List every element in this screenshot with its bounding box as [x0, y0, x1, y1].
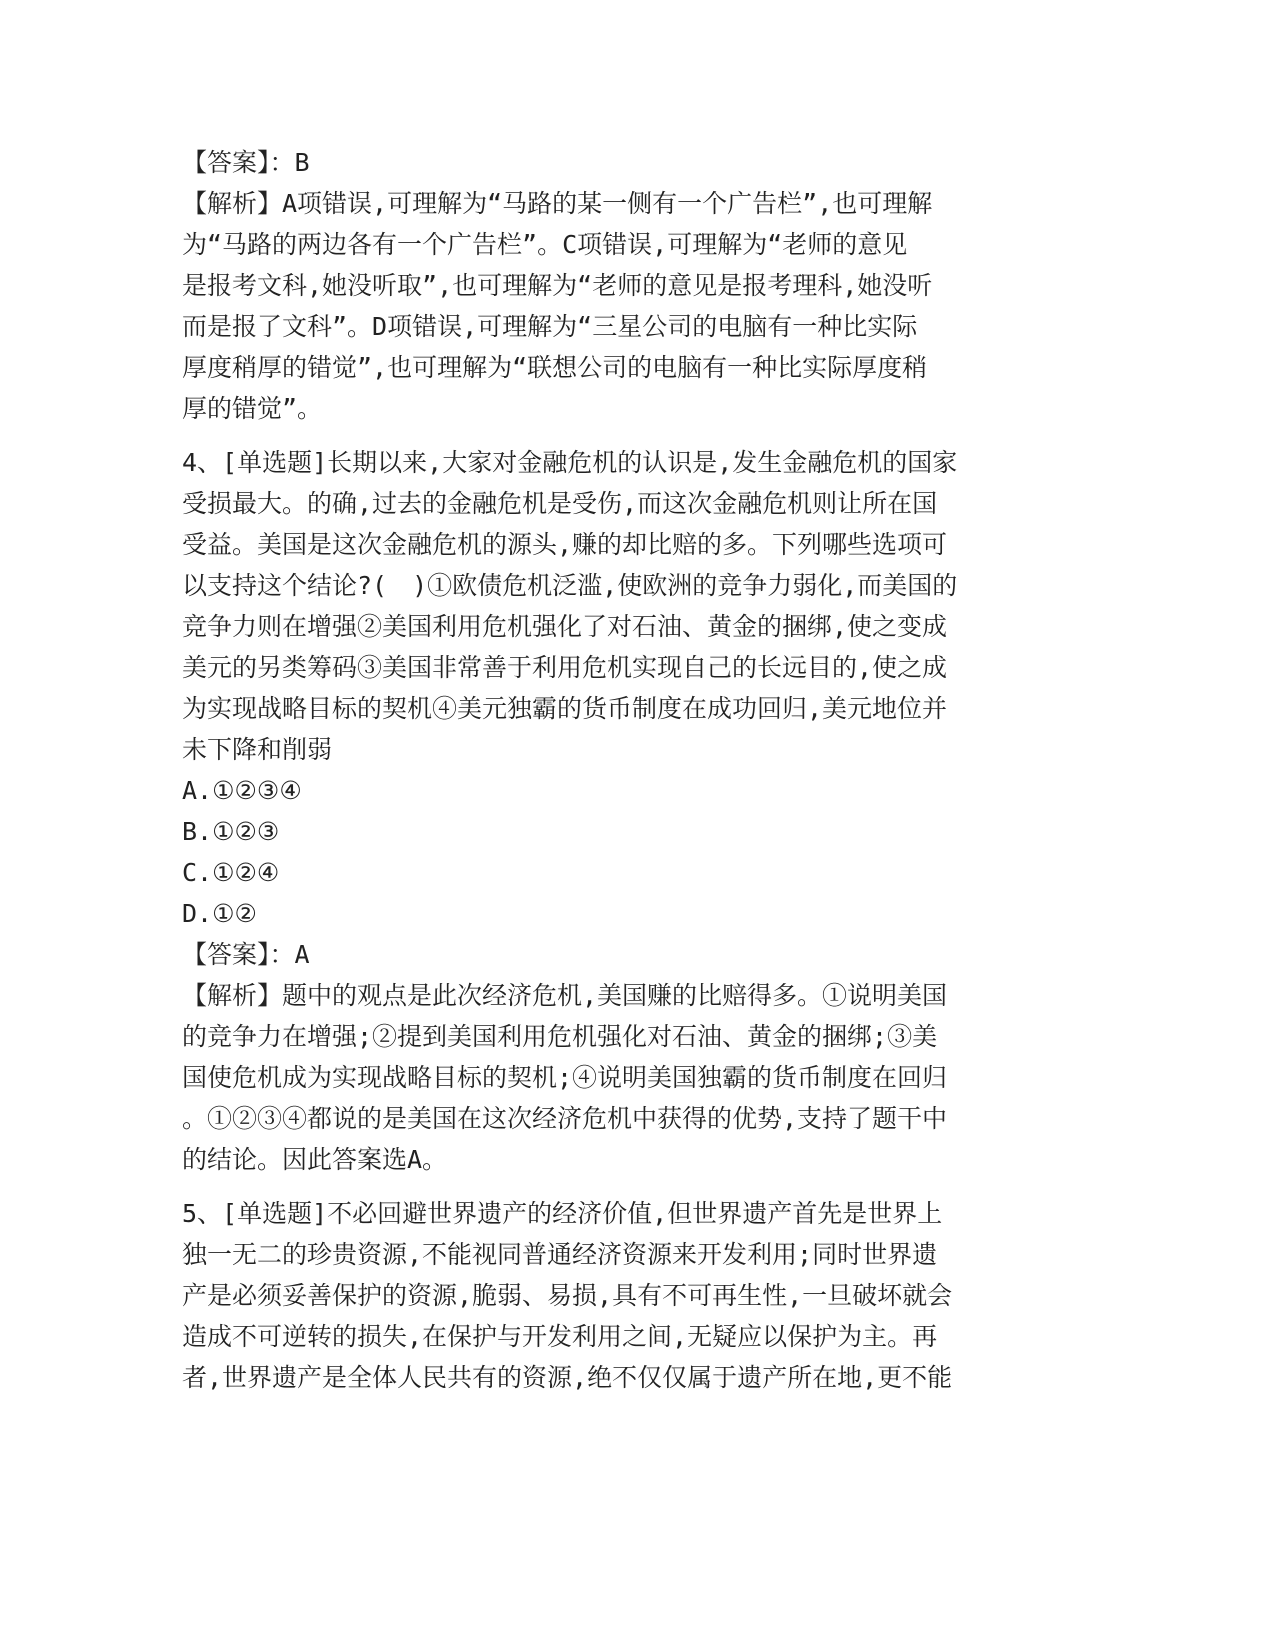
q4-option-d: D.①②	[182, 899, 257, 928]
q3-analysis-line: 为“马路的两边各有一个广告栏”。C项错误,可理解为“老师的意见	[182, 230, 908, 259]
q4-analysis-line: 的竞争力在增强;②提到美国利用危机强化对石油、黄金的捆绑;③美	[182, 1022, 938, 1051]
q3-analysis-line: 厚度稍厚的错觉”,也可理解为“联想公司的电脑有一种比实际厚度稍	[182, 353, 928, 382]
q3-analysis-line: 厚的错觉”。	[182, 394, 323, 423]
q3-answer: 【答案】：B	[182, 148, 310, 177]
q4-stem-line: 美元的另类筹码③美国非常善于利用危机实现自己的长远目的,使之成	[182, 653, 948, 682]
q4-analysis-line: 。①②③④都说的是美国在这次经济危机中获得的优势,支持了题干中	[182, 1104, 948, 1133]
q5-stem-line: 者,世界遗产是全体人民共有的资源,绝不仅仅属于遗产所在地,更不能	[182, 1363, 953, 1392]
q4-analysis-line: 国使危机成为实现战略目标的契机;④说明美国独霸的货币制度在回归	[182, 1063, 948, 1092]
paragraph-gap	[182, 1180, 1062, 1193]
q4-stem-line: 为实现战略目标的契机④美元独霸的货币制度在成功回归,美元地位并	[182, 694, 948, 723]
q4-stem-line: 4、[单选题]长期以来,大家对金融危机的认识是,发生金融危机的国家	[182, 448, 958, 477]
q4-analysis-line: 【解析】题中的观点是此次经济危机,美国赚的比赔得多。①说明美国	[182, 981, 948, 1010]
q5-stem-line: 造成不可逆转的损失,在保护与开发利用之间,无疑应以保护为主。再	[182, 1322, 938, 1351]
q4-option-b: B.①②③	[182, 817, 280, 846]
q5-stem-line: 产是必须妥善保护的资源,脆弱、易损,具有不可再生性,一旦破坏就会	[182, 1281, 953, 1310]
q5-stem-line: 独一无二的珍贵资源,不能视同普通经济资源来开发利用;同时世界遗	[182, 1240, 938, 1269]
q4-answer: 【答案】：A	[182, 940, 310, 969]
q3-analysis-line: 而是报了文科”。D项错误,可理解为“三星公司的电脑有一种比实际	[182, 312, 918, 341]
q4-stem-line: 受损最大。的确,过去的金融危机是受伤,而这次金融危机则让所在国	[182, 489, 938, 518]
q4-option-a: A.①②③④	[182, 776, 302, 805]
q3-analysis-line: 是报考文科,她没听取”,也可理解为“老师的意见是报考理科,她没听	[182, 271, 933, 300]
document-body	[182, 142, 1062, 1398]
q4-stem-line: 受益。美国是这次金融危机的源头,赚的却比赔的多。下列哪些选项可	[182, 530, 948, 559]
q4-option-c: C.①②④	[182, 858, 280, 887]
q3-analysis-line: 【解析】A项错误,可理解为“马路的某一侧有一个广告栏”,也可理解	[182, 189, 933, 218]
q4-analysis-line: 的结论。因此答案选A。	[182, 1145, 448, 1174]
q4-stem-line: 竞争力则在增强②美国利用危机强化了对石油、黄金的捆绑,使之变成	[182, 612, 948, 641]
q5-stem-line: 5、[单选题]不必回避世界遗产的经济价值,但世界遗产首先是世界上	[182, 1199, 943, 1228]
q4-stem-line: 未下降和削弱	[182, 735, 333, 764]
q4-stem-line: 以支持这个结论?( )①欧债危机泛滥,使欧洲的竞争力弱化,而美国的	[182, 571, 958, 600]
paragraph-gap	[182, 429, 1062, 442]
